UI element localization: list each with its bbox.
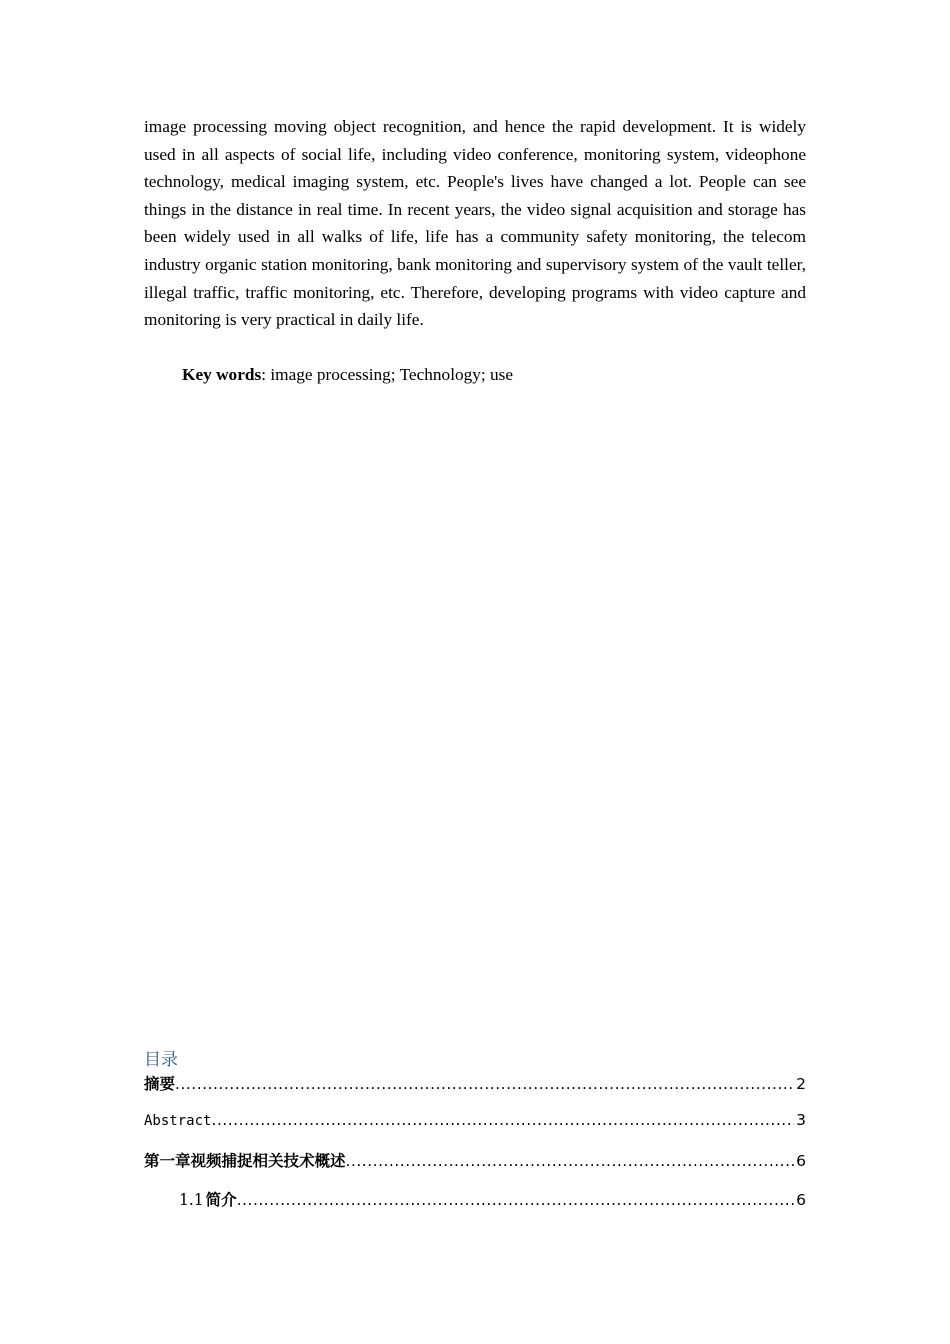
toc-entry-label: Abstract	[144, 1113, 212, 1129]
toc-dot-leader	[237, 1191, 794, 1209]
toc-title: 目录	[144, 1050, 178, 1070]
abstract-paragraph: image processing moving object recognition, and hence the rapid development. It is widely used in all aspects of social life, including video conference, monitoring system, videophone technology, medical imaging system, etc. People's lives have changed a lot. People can see things in the distance in real time. In recent years, the video signal acquisition and storage has been widely used in all walks of life, life has a community safety monitoring, the telecom industry organic station monitoring, bank monitoring and supervisory system of the vault teller, illegal traffic, traffic monitoring, etc. Therefore, developing programs with video capture and monitoring is very practical in daily life.	[144, 117, 806, 330]
toc-entry-label: 第一章视频捕捉相关技术概述	[144, 1152, 346, 1170]
keywords-line	[182, 361, 806, 389]
toc-dot-leader	[175, 1075, 794, 1093]
toc-entry-section-1-1[interactable]	[179, 1188, 806, 1214]
toc-dot-leader	[211, 1111, 794, 1129]
toc-page-number: 6	[796, 1191, 806, 1209]
keywords-text: : image processing; Technology; use	[261, 365, 514, 384]
keywords-label: Key words	[182, 365, 262, 384]
toc-page-number: 6	[796, 1152, 806, 1170]
toc-page-number: 2	[796, 1075, 806, 1093]
toc-section-number: 1.1	[179, 1191, 204, 1209]
toc-entry-label: 摘要	[144, 1075, 176, 1093]
toc-page-number: 3	[796, 1111, 806, 1129]
toc-dot-leader	[346, 1152, 795, 1170]
toc-entry-chapter-1[interactable]	[144, 1149, 806, 1175]
toc-entry-abstract[interactable]	[144, 1111, 806, 1137]
toc-entry-summary[interactable]	[144, 1072, 806, 1098]
toc-section-title: 简介	[205, 1191, 237, 1209]
toc-entry-label	[179, 1188, 237, 1210]
